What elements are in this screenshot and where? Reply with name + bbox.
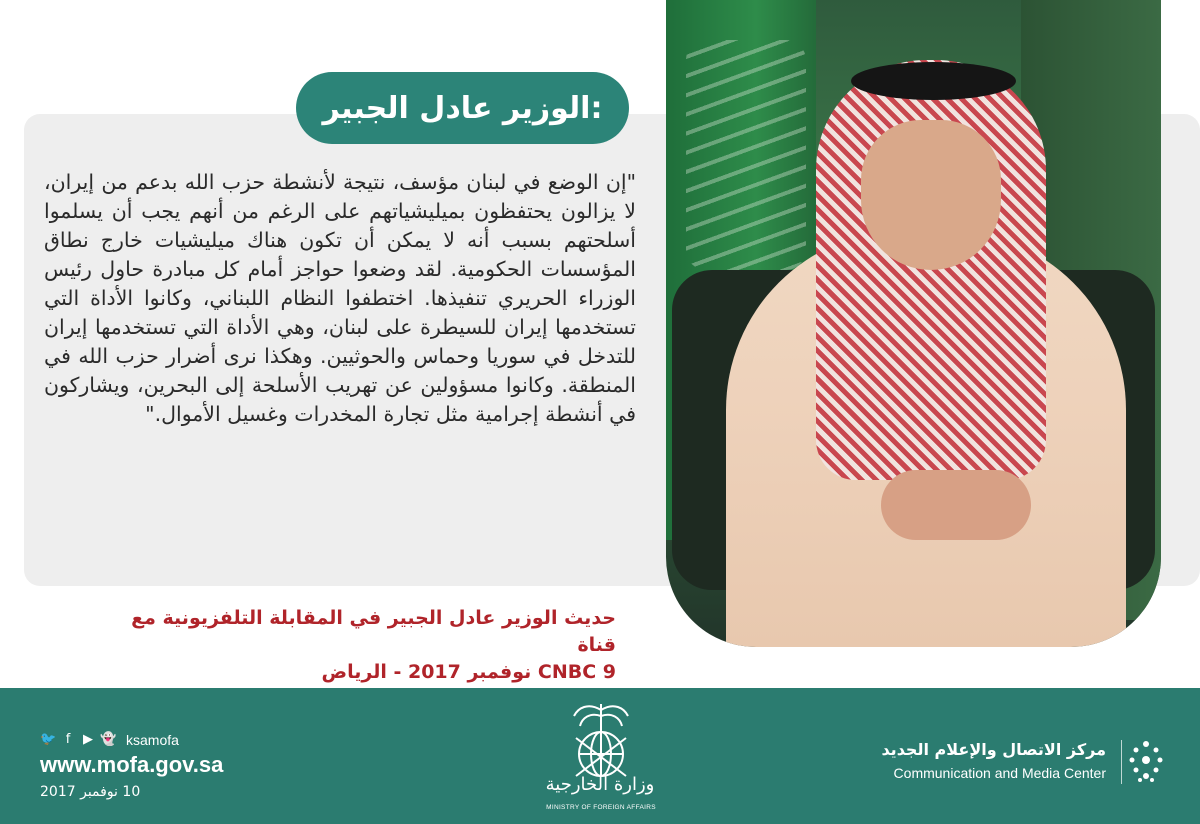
caption-line-1: حديث الوزير عادل الجبير في المقابلة التلفزيونية مع قناة (131, 607, 616, 656)
footer-contact (40, 732, 223, 800)
quote-text: "إن الوضع في لبنان مؤسف، نتيجة لأنشطة حزب الله بدعم من إيران، لا يزالون يحتفظون بميليشياتهم على الرغم من أنهم يجب أن يسلموا أسلحتهم بسبب أنه لا يمكن أن تكون هناك ميليشيات خارج نطاق المؤسسات الحكومية. لقد وضعوا حواجز أمام كل مبادرة حاول رئيس الوزراء الحريري تنفيذها. اختطفوا النظام اللبناني، وكانوا الأداة التي تستخدمها إيران للسيطرة على لبنان، وهي الأداة التي تستخدمها إيران للتدخل في سوريا وحماس والحوثيين. وهكذا نرى أضرار حزب الله في المنطقة. وكانوا مسؤولين عن تهريب الأسلحة إلى البحرين، ويشاركون في أنشطة إجرامية مثل تجارة المخدرات وغسيل الأموال." (44, 170, 636, 426)
agal (851, 62, 1016, 100)
facebook-icon[interactable]: f (65, 732, 71, 747)
media-center-logo-icon (1128, 738, 1164, 784)
ministry-name-english: MINISTRY OF FOREIGN AFFAIRS (546, 804, 656, 811)
social-row (40, 732, 223, 748)
publish-date: 10 نوفمبر 2017 (40, 784, 141, 800)
social-handle[interactable]: ksamofa (126, 732, 179, 748)
ministry-name-arabic: وزارة الخارجية (545, 774, 655, 795)
quote-caption (130, 605, 616, 686)
flag-calligraphy (686, 40, 806, 270)
footer-divider (1121, 740, 1122, 784)
footer (0, 688, 1200, 824)
media-center-english: Communication and Media Center (893, 765, 1106, 781)
website-link[interactable]: www.mofa.gov.sa (40, 752, 224, 777)
snapchat-icon[interactable]: 👻 (100, 732, 117, 747)
hands (881, 470, 1031, 540)
media-center-arabic: مركز الاتصال والإعلام الجديد (881, 740, 1106, 759)
page-title: الوزير عادل الجبير: (296, 72, 629, 144)
youtube-icon[interactable]: ▶ (83, 732, 93, 747)
minister-photo (666, 0, 1161, 647)
caption-line-2: CNBC 9 نوفمبر 2017 - الرياض (321, 661, 616, 683)
face (861, 120, 1001, 270)
media-center (881, 740, 1106, 781)
twitter-icon[interactable]: 🐦 (40, 732, 57, 747)
